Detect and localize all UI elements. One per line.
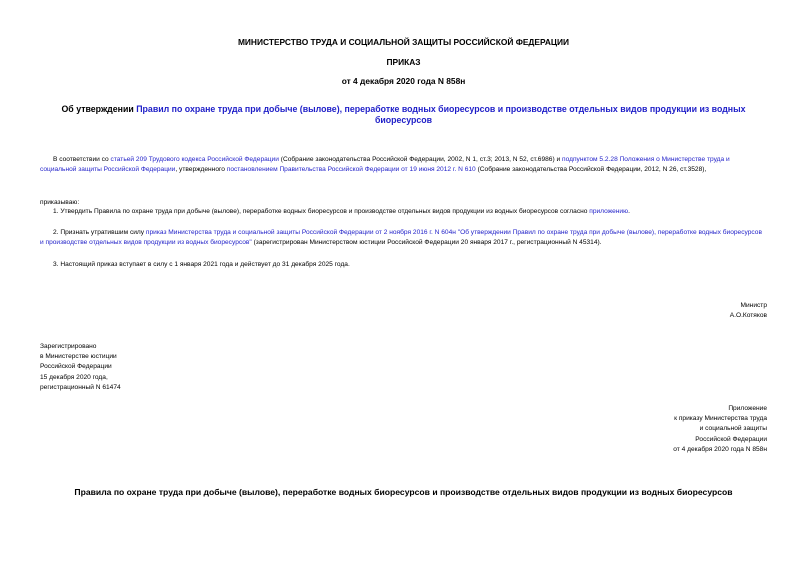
item1-end: . <box>628 208 630 215</box>
registration-line: Российской Федерации <box>40 363 112 371</box>
item2-text: 2. Признать утратившим силу <box>53 229 146 236</box>
preamble-text-2: (Собрание законодательства Российской Федерации, 2002, N 1, ст.3; 2013, N 52, ст.6986) и <box>278 156 563 163</box>
government-decree-link[interactable]: постановлением Правительства Российской Федерации от 19 июня 2012 г. N 610 <box>226 165 476 173</box>
appendix-line: от 4 декабря 2020 года N 858н <box>673 445 767 453</box>
preamble-text-4: (Собрание законодательства Российской Федерации, 2012, N 26, ст.3528), <box>475 165 707 173</box>
registration-line: Зарегистрировано <box>40 343 97 350</box>
appendix-link[interactable]: приложению <box>589 208 629 215</box>
appendix-line: Российской Федерации <box>695 435 767 443</box>
ministry-heading: МИНИСТЕРСТВО ТРУДА И СОЦИАЛЬНОЙ ЗАЩИТЫ РОССИЙСКОЙ ФЕДЕРАЦИИ <box>237 37 570 47</box>
order-word: приказываю: <box>40 199 80 206</box>
appendix-line: к приказу Министерства труда <box>674 415 767 423</box>
order-item-2 <box>40 228 767 247</box>
appendix-block <box>673 404 767 455</box>
order-item-3: 3. Настоящий приказ вступает в силу с 1 января 2021 года и действует до 31 декабря 2025 года. <box>53 261 350 268</box>
signature-name: А.О.Котяков <box>729 312 767 320</box>
item2-end: (зарегистрирован Министерством юстиции Российской Федерации 20 января 2017 г., регистрационный N 45314). <box>251 238 602 246</box>
document-date-number: от 4 декабря 2020 года N 858н <box>341 76 466 86</box>
preamble-text-1: В соответствии со <box>53 156 111 163</box>
title-link[interactable]: Правил по охране труда при добыче (вылове), переработке водных биоресурсов и производстве отдельных видов продукции из водных биоресурсов <box>136 104 746 125</box>
title-prefix: Об утверждении <box>61 104 137 114</box>
regulation-link[interactable]: подпунктом 5.2.28 Положения о Министерстве труда и социальной защиты Российской Федерации <box>40 156 730 173</box>
item1-text: 1. Утвердить Правила по охране труда при добыче (вылове), переработке водных биоресурсов и производстве отдельных видов продукции из водных биоресурсов согласно <box>53 208 590 215</box>
document-type: ПРИКАЗ <box>386 57 421 67</box>
labor-code-link[interactable]: статьей 209 Трудового кодекса Российской Федерации <box>110 156 279 163</box>
registration-line: 15 декабря 2020 года, <box>40 373 108 381</box>
preamble-paragraph <box>40 155 767 174</box>
order-item-1 <box>40 207 767 217</box>
rules-title: Правила по охране труда при добыче (вылове), переработке водных биоресурсов и производстве отдельных видов продукции из водных биоресурсов <box>74 487 733 497</box>
document-title <box>40 104 767 126</box>
repealed-order-link[interactable]: приказ Министерства труда и социальной защиты Российской Федерации от 2 ноября 2016 г. N 604н "Об утверждении Правил по охране труда при добыче (вылове), переработке водных биоресурсов и производстве отдельных видов продукции из водных биоресурсов" <box>40 229 762 246</box>
registration-line: регистрационный N 61474 <box>40 383 121 391</box>
appendix-line: и социальной защиты <box>699 425 767 433</box>
appendix-line: Приложение <box>728 405 767 412</box>
signature-position: Министр <box>740 302 767 309</box>
preamble-text-3: , утвержденного <box>175 165 227 173</box>
signature-block <box>730 301 767 321</box>
registration-block <box>40 342 121 393</box>
registration-line: в Министерстве юстиции <box>40 353 117 361</box>
